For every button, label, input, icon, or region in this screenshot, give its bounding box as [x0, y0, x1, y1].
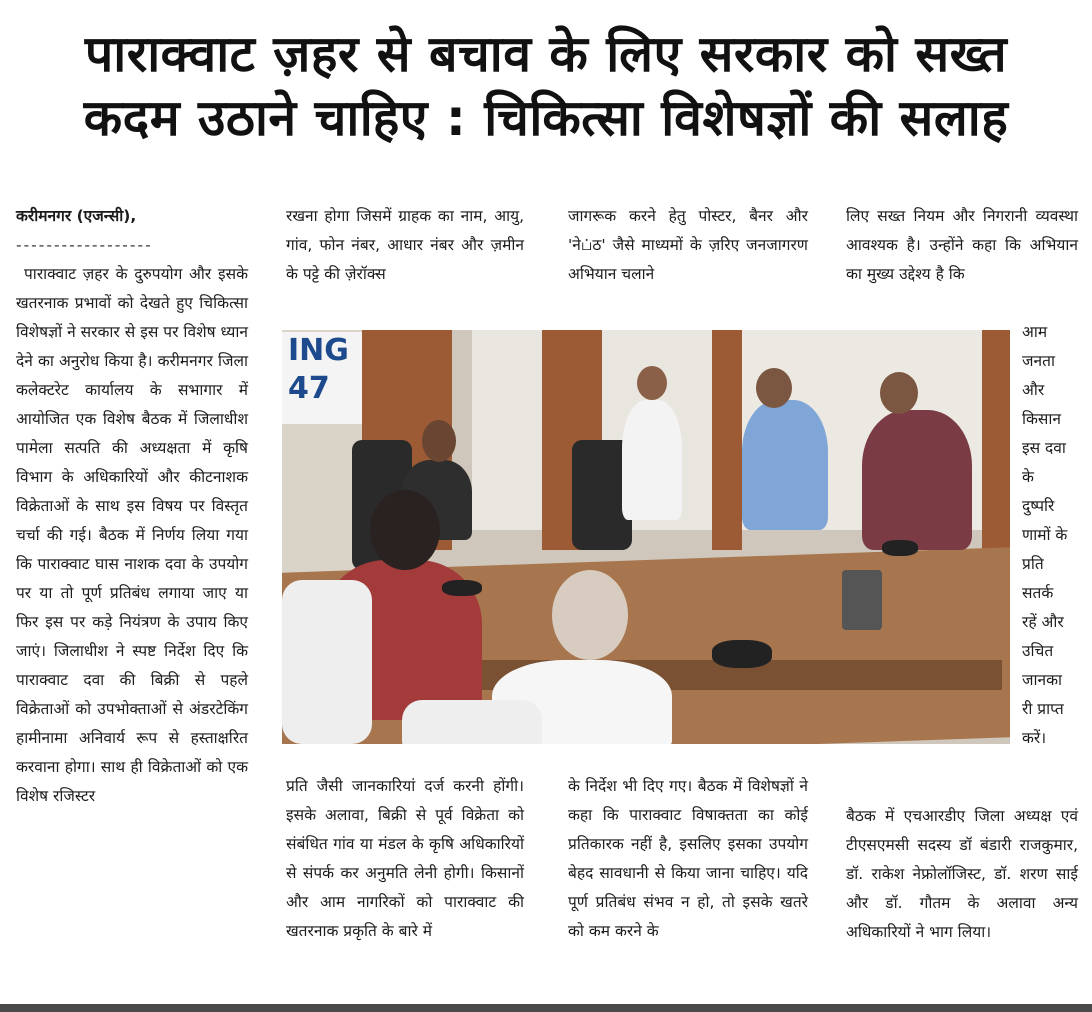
narrow-line: प्रति [1022, 555, 1044, 573]
narrow-line: णामों के [1022, 526, 1068, 544]
narrow-line: किसान [1022, 410, 1062, 428]
wall-window [472, 330, 542, 530]
person [622, 400, 682, 520]
column-1-body: पाराक्वाट ज़हर के दुरुपयोग और इसके खतरनाक प्रभावों को देखते हुए चिकित्सा विशेषज्ञों ने सरकार से इस पर विशेष ध्यान देने का अनुरोध किया है। करीमनगर जिला कलेक्टरेट कार्यालय के सभागार में आयोजित एक विशेष बैठक में जिलाधीश पामेला सत्पति की अध्यक्षता में कृषि विभाग के अधिकारियों और कीटनाशक विक्रेताओं के साथ इस विषय पर विस्तृत चर्चा की गई। बैठक में निर्णय लिया गया कि पाराक्वाट घास नाशक दवा के उपयोग पर या तो पूर्ण प्रतिबंध लगाया जाए या फिर इस पर कड़े नियंत्रण के उपाय किए जाएं। जिलाधीश ने स्पष्ट निर्देश दिए कि पाराक्वाट दवा की बिक्री से पहले विक्रेताओं को उपभोक्ताओं से अंडरटेकिंग हामीनामा अनिवार्य रूप से हस्ताक्षरित करवाना होगा। साथ ही विक्रेताओं को एक विशेष रजिस्टर [16, 265, 248, 805]
person [742, 400, 828, 530]
person-head [637, 366, 667, 400]
column-2-top-text: रखना होगा जिसमें ग्राहक का नाम, आयु, गांव, फोन नंबर, आधार नंबर और ज़मीन के पट्टे की ज़ेरॉक्स [286, 207, 524, 283]
narrow-line: आम [1022, 323, 1048, 341]
article-column-4-narrow [1022, 318, 1088, 753]
wood-panel [712, 330, 742, 550]
article-column-2-bottom [286, 772, 524, 946]
narrow-line: दुष्परि [1022, 497, 1055, 515]
column-2-bottom-text: प्रति जैसी जानकारियां दर्ज करनी होंगी। इसके अलावा, बिक्री से पूर्व विक्रेता को संबंधित गांव या मंडल के कृषि अधिकारियों से संपर्क कर अनुमति लेनी होगी। किसानों और आम नागरिकों को पाराक्वाट की खतरनाक प्रकृति के बारे में [286, 777, 524, 940]
headline-line-2: कदम उठाने चाहिए : चिकित्सा विशेषज्ञों की सलाह [83, 89, 1009, 147]
column-3-bottom-text: के निर्देश भी दिए गए। बैठक में विशेषज्ञों ने कहा कि पाराक्वाट विषाक्तता का कोई प्रतिकारक नहीं है, इसलिए इसका उपयोग बेहद सावधानी से किया जाना चाहिए। यदि पूर्ण प्रतिबंध संभव न हो, तो इसके खतरे को कम करने के [568, 777, 808, 940]
narrow-line: के [1022, 468, 1034, 486]
person-head [880, 372, 918, 414]
column-4-top-text: लिए सख्त नियम और निगरानी व्यवस्था आवश्यक है। उन्होंने कहा कि अभियान का मुख्य उद्देश्य है कि [846, 207, 1078, 283]
headline [20, 22, 1072, 150]
article-column-2-top [286, 202, 524, 289]
chair [402, 700, 542, 744]
narrow-line: जानका [1022, 671, 1063, 689]
person [862, 410, 972, 550]
dateline: करीमनगर (एजन्सी), [16, 207, 137, 225]
banner-text-2: 47 [288, 371, 330, 406]
narrow-line: जनता [1022, 352, 1055, 370]
page-bottom-rule [0, 1004, 1092, 1012]
article-column-3-bottom [568, 772, 808, 946]
narrow-line: री प्राप्त [1022, 700, 1064, 718]
article-column-1 [16, 202, 248, 811]
microphone [882, 540, 918, 556]
narrow-line: सतर्क [1022, 584, 1054, 602]
narrow-line: करें। [1022, 729, 1047, 747]
article-column-4-top [846, 202, 1078, 289]
person-head [756, 368, 792, 408]
article-column-3-top [568, 202, 808, 289]
article-column-4-bottom [846, 802, 1078, 947]
column-3-top-text: जागरूक करने हेतु पोस्टर, बैनर और 'नेப்ठ' जैसे माध्यमों के ज़रिए जनजागरण अभियान चलाने [568, 207, 808, 283]
narrow-line: रहें और [1022, 613, 1064, 631]
chair [282, 580, 372, 744]
microphone [842, 570, 882, 630]
banner-text-1: ING [288, 333, 349, 368]
person-head [370, 490, 440, 570]
narrow-line: इस दवा [1022, 439, 1066, 457]
wood-panel [982, 330, 1010, 550]
headline-line-1: पाराक्वाट ज़हर से बचाव के लिए सरकार को सख्त [84, 25, 1008, 83]
dateline-separator: ------------------ [16, 236, 153, 254]
column-4-bottom-text: बैठक में एचआरडीए जिला अध्यक्ष एवं टीएसएमसी सदस्य डॉ बंडारी राजकुमार, डॉ. राकेश नेफ्रोलॉजिस्ट, डॉ. शरण साई और डॉ. गौतम के अलावा अन्य अधिकारियों ने भाग लिया। [846, 807, 1078, 941]
person-head [422, 420, 456, 462]
narrow-line: और [1022, 381, 1045, 399]
person-head [552, 570, 628, 660]
narrow-line: उचित [1022, 642, 1054, 660]
photo-banner [282, 332, 362, 424]
microphone [442, 580, 482, 596]
microphone [712, 640, 772, 668]
meeting-photo [282, 330, 1010, 744]
